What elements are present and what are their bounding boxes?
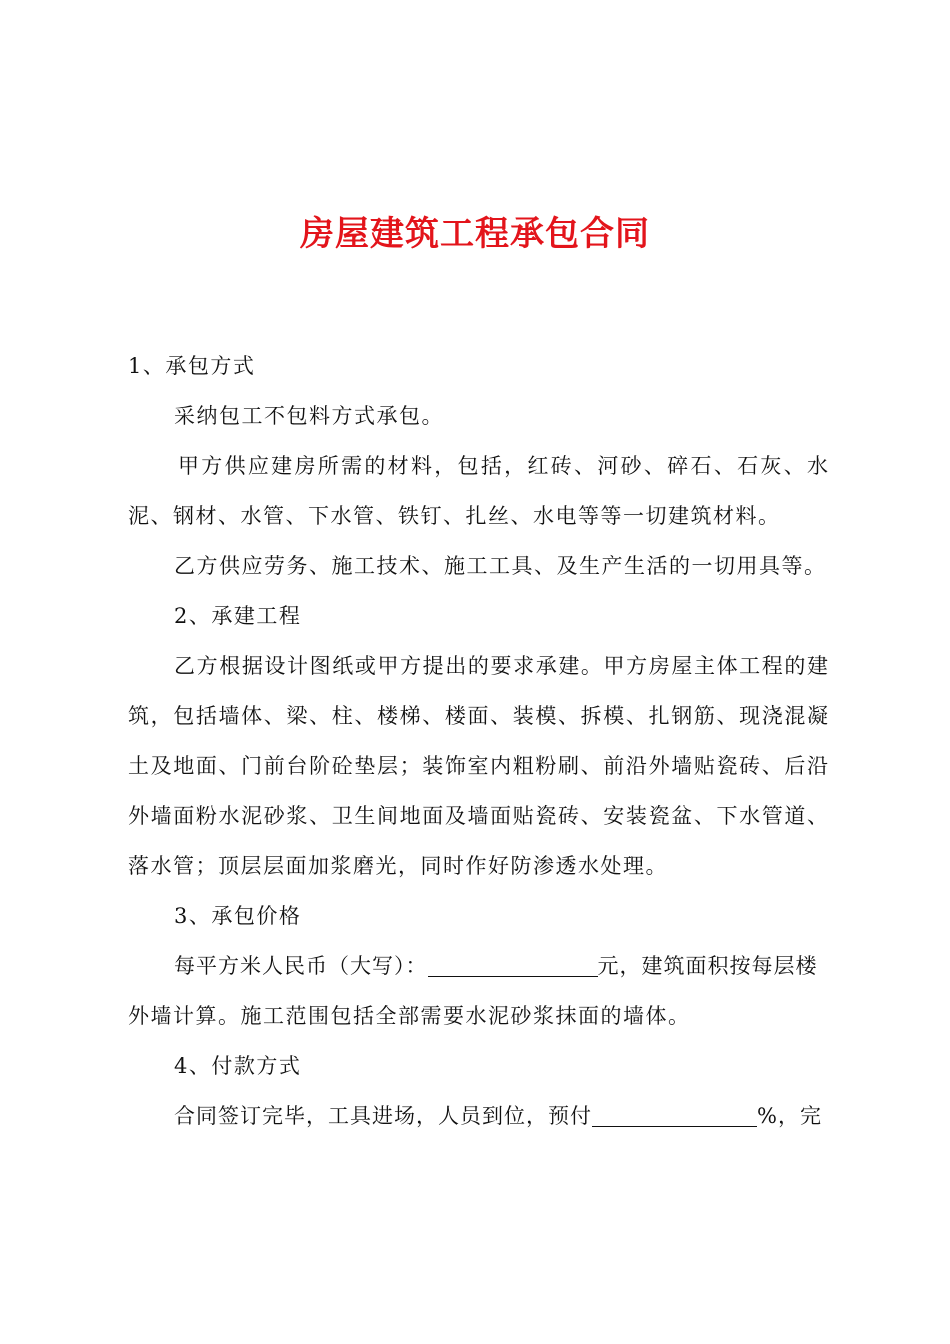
paragraph-line: 乙方供应劳务、施工技术、施工工具、及生产生活的一切用具等。 bbox=[174, 554, 827, 578]
paragraph-line: 外墙面粉水泥砂浆、卫生间地面及墙面贴瓷砖、安装瓷盆、下水管道、 bbox=[128, 804, 828, 828]
payment-label-tail: %，完 bbox=[757, 1104, 822, 1128]
paragraph-line: 落水管；顶层层面加浆磨光，同时作好防渗透水处理。 bbox=[128, 854, 668, 878]
price-label: 每平方米人民币（大写）： bbox=[174, 954, 428, 978]
paragraph-line: 筑，包括墙体、梁、柱、楼梯、楼面、装模、拆模、扎钢筋、现浇混凝 bbox=[128, 704, 828, 728]
payment-line bbox=[174, 1101, 822, 1131]
paragraph-line: 土及地面、门前台阶砼垫层；装饰室内粗粉刷、前沿外墙贴瓷砖、后沿 bbox=[128, 754, 828, 778]
paragraph-line: 泥、钢材、水管、下水管、铁钉、扎丝、水电等等一切建筑材料。 bbox=[128, 504, 781, 528]
document-title: 房屋建筑工程承包合同 bbox=[300, 214, 650, 254]
paragraph-line: 乙方根据设计图纸或甲方提出的要求承建。甲方房屋主体工程的建 bbox=[174, 654, 828, 678]
price-blank-field[interactable] bbox=[428, 954, 598, 977]
section-heading-4: 4、付款方式 bbox=[174, 1054, 302, 1078]
payment-blank-field[interactable] bbox=[592, 1104, 757, 1127]
payment-label: 合同签订完毕，工具进场，人员到位，预付 bbox=[174, 1104, 592, 1128]
price-label-tail: 元，建筑面积按每层楼 bbox=[597, 954, 818, 978]
section-heading-2: 2、承建工程 bbox=[174, 604, 302, 628]
section-heading-1: 1、承包方式 bbox=[128, 354, 256, 378]
price-line bbox=[174, 951, 818, 981]
paragraph-line: 外墙计算。施工范围包括全部需要水泥砂浆抹面的墙体。 bbox=[128, 1004, 691, 1028]
paragraph-line: 甲方供应建房所需的材料，包括，红砖、河砂、碎石、石灰、水 bbox=[178, 454, 828, 478]
section-heading-3: 3、承包价格 bbox=[174, 904, 302, 928]
paragraph-line: 采纳包工不包料方式承包。 bbox=[174, 404, 444, 428]
